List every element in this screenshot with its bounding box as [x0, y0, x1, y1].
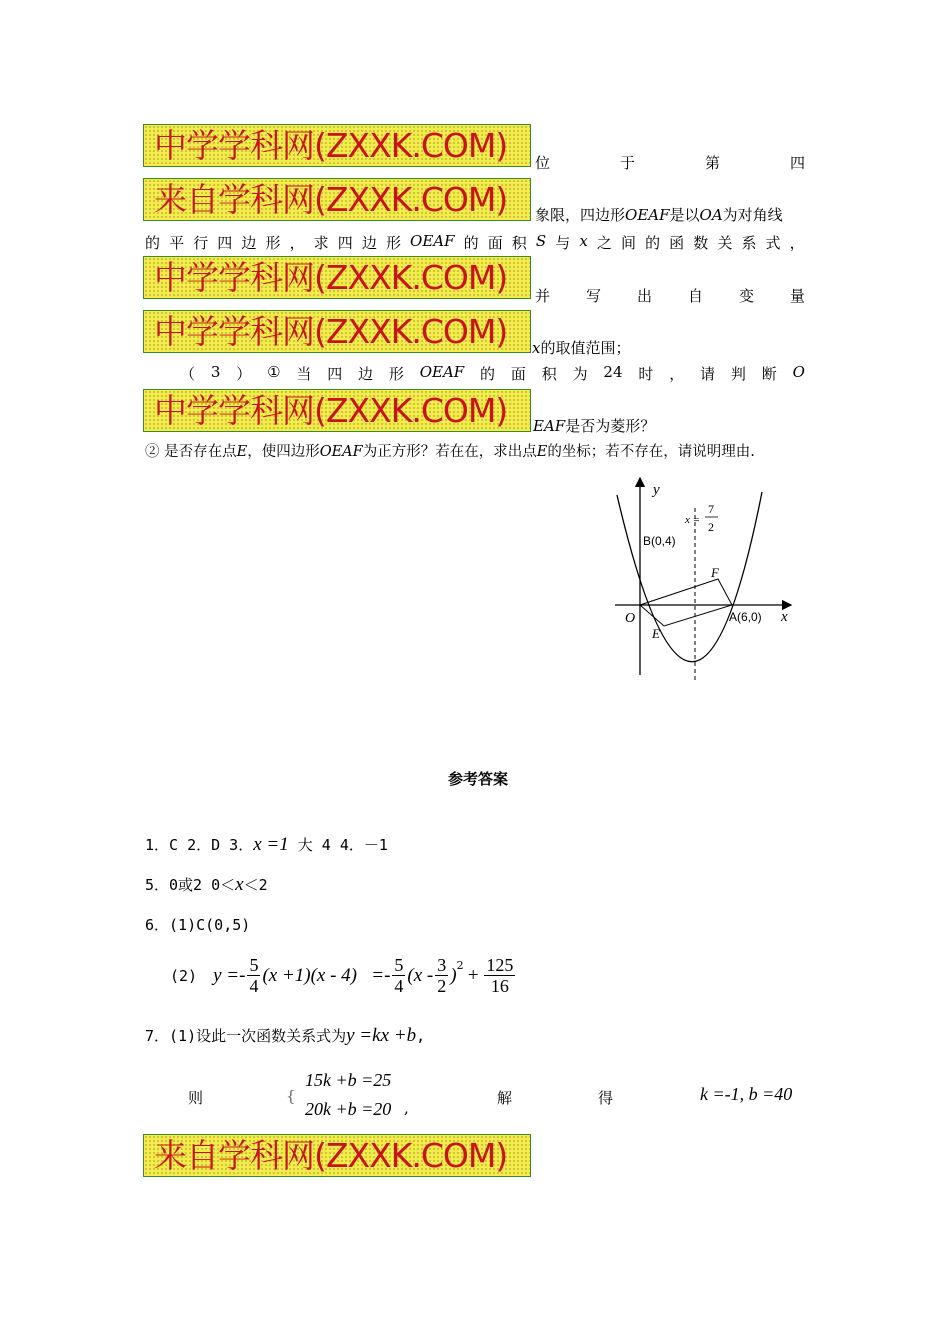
x-axis-label: x	[781, 609, 788, 625]
answer-jie: 解	[497, 1089, 513, 1107]
question-line-2: 象限，四边形OEAF是以OA为对角线	[535, 206, 783, 224]
watermark-banner: 来自学科网(ZXXK.COM)	[143, 178, 531, 221]
question-line-5: x的取值范围；	[532, 339, 631, 357]
point-b-label: B(0,4)	[643, 534, 676, 548]
question-line-4: 并 写 出 自 变 量	[535, 287, 805, 305]
watermark-banner: 中学学科网(ZXXK.COM)	[143, 389, 531, 432]
answer-line-2: 5．0或2 0＜x＜2	[145, 874, 268, 895]
point-f-label: F	[711, 565, 719, 580]
answer-line-5: 7．(1)设此一次函数关系式为y =kx +b,	[145, 1025, 426, 1046]
answer-result: k =-1, b =40	[700, 1084, 793, 1104]
y-axis-label: y	[653, 482, 660, 498]
parabola-figure	[605, 470, 805, 680]
question-line-8: ② 是否存在点E，使四边形OEAF为正方形？若在在，求出点E的坐标；若不存在，请说明理由.	[145, 444, 755, 460]
answer-ze: 则	[188, 1089, 204, 1107]
watermark-banner: 中学学科网(ZXXK.COM)	[143, 256, 531, 299]
origin-label: O	[625, 611, 636, 626]
question-line-1: 位 于 第 四	[535, 154, 805, 172]
question-line-6: （ 3 ） ① 当 四 边 形 OEAF 的 面 积 为 24 时 ， 请 判 断 O	[180, 363, 805, 383]
watermark-banner: 中学学科网(ZXXK.COM)	[143, 124, 531, 167]
point-e-label: E	[652, 626, 660, 641]
answers-title: 参考答案	[448, 770, 509, 788]
system-eq-2: 20k +b =20	[305, 1099, 392, 1119]
system-brace: {	[286, 1087, 296, 1105]
parallelogram-oeaf	[640, 579, 732, 626]
answer-line-4: (2) y =- $\frac{5}{4}$ (x +1)(x - 4) =- $\frac{5}{4}$ (x - $\frac{3}{2}$ ) $^2$ + $\frac{125}{16}$	[170, 955, 514, 996]
watermark-banner: 中学学科网(ZXXK.COM)	[143, 310, 531, 353]
watermark-banner: 来自学科网(ZXXK.COM)	[143, 1134, 531, 1177]
question-line-7: EAF是否为菱形？	[533, 417, 656, 435]
answer-line-3: 6．(1)C(0,5)	[145, 916, 251, 934]
system-comma: ,	[404, 1099, 409, 1117]
question-line-3: 的 平 行 四 边 形 ， 求 四 边 形 OEAF 的 面 积 S 与 x 之 间 的 函 数 关 系 式 ，	[145, 232, 805, 252]
symmetry-label: x =	[685, 514, 701, 526]
symmetry-fraction-num: 7	[708, 502, 714, 516]
answer-de: 得	[598, 1089, 614, 1107]
symmetry-fraction-den: 2	[708, 520, 714, 534]
system-eq-1: 15k +b =25	[305, 1070, 392, 1090]
answer-line-1: 1．C 2．D 3．x =1 大 4 4．－1	[145, 834, 388, 855]
point-a-label: A(6,0)	[729, 610, 762, 624]
